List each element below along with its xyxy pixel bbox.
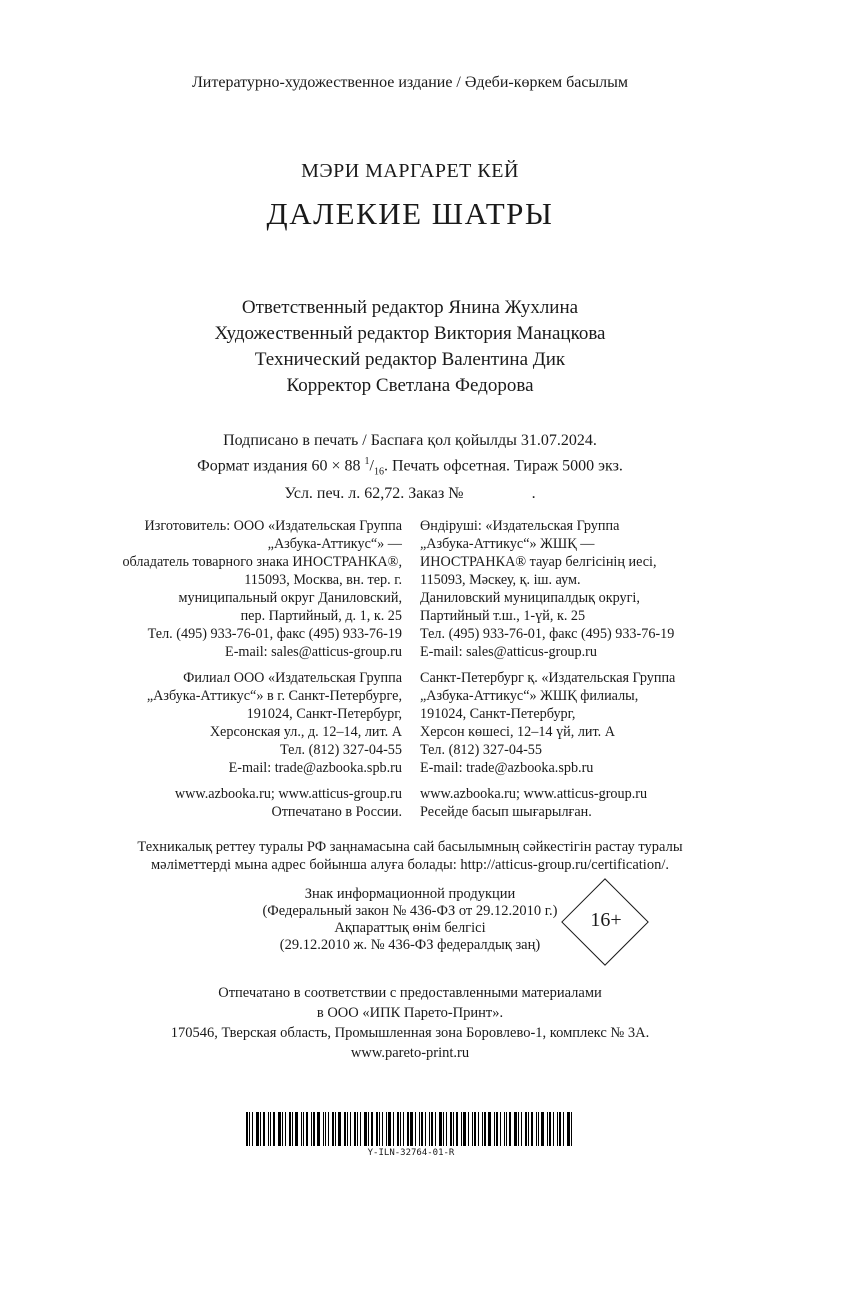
certification-line: мәліметтерді мына адрес бойынша алуға болады: http://atticus-group.ru/certification/. [151,857,669,873]
signed-date: Подписано в печать / Баспаға қол қойылды 31.07.2024. [223,432,597,449]
barcode-bar [547,1112,548,1146]
printed-in-line: Отпечатано в России. [271,804,402,820]
manufacturer-line: пер. Партийный, д. 1, к. 25 [240,608,402,624]
manufacturer-line: обладатель товарного знака ИНОСТРАНКА®, [122,554,402,570]
format-denominator: 16 [373,466,384,478]
barcode-bar [246,1112,248,1146]
barcode-bar [488,1112,491,1146]
barcode-bar [415,1112,416,1146]
barcode-bar [273,1112,275,1146]
barcode-bar [472,1112,473,1146]
branch-line: „Азбука-Аттикус“» в г. Санкт-Петербурге, [146,688,402,704]
barcode-bar [397,1112,399,1146]
barcode-bar [311,1112,312,1146]
info-sign-line: Знак информационной продукции [304,886,516,902]
barcode-bar [482,1112,483,1146]
barcode-bar [500,1112,501,1146]
certification-notice [0,838,820,874]
barcode-bar [484,1112,486,1146]
barcode-bar [388,1112,391,1146]
branch-line: 191024, Санкт-Петербург, [420,706,576,722]
info-sign-line: Ақпараттық өнім белгісі [334,920,486,936]
barcode-bar [364,1112,367,1146]
barcode-bar [474,1112,476,1146]
barcode-bar [410,1112,413,1146]
printer-line: в ООО «ИПК Парето-Принт». [316,1005,504,1021]
manufacturer-line: Өндіруші: «Издательская Группа [420,518,620,534]
barcode-bar [531,1112,533,1146]
barcode-bar [249,1112,250,1146]
barcode-bar [376,1112,378,1146]
barcode-bar [506,1112,507,1146]
barcode-bar [425,1112,426,1146]
web-line: www.azbooka.ru; www.atticus-group.ru [420,786,648,802]
barcode-bar [289,1112,291,1146]
barcode-bar [504,1112,505,1146]
sheets-order: Усл. печ. л. 62,72. Заказ № . [284,484,536,502]
print-info [0,430,820,504]
barcode-text: Y-ILN-32764-01-R [367,1148,455,1158]
publisher-info-russian [122,517,402,821]
branch-line: Херсонская ул., д. 12–14, лит. А [209,724,402,740]
barcode-bar [263,1112,265,1146]
barcode-bar [400,1112,401,1146]
barcode-bar [328,1112,329,1146]
printer-line: 170546, Тверская область, Промышленная зона Боровлево-1, комплекс № 3А. [170,1025,650,1041]
barcode-bar [371,1112,373,1146]
barcode-bar [553,1112,554,1146]
barcode-bar [270,1112,271,1146]
manufacturer-line: Партийный т.ш., 1-үй, к. 25 [420,608,586,624]
barcode-bar [317,1112,320,1146]
info-sign-line: (29.12.2010 ж. № 436-ФЗ федералдық заң) [279,937,541,953]
author-name: МЭРИ МАРГАРЕТ КЕЙ [301,160,519,182]
web-line: www.azbooka.ru; www.atticus-group.ru [174,786,402,802]
branch-line: Санкт-Петербург қ. «Издательская Группа [420,670,676,686]
branch-line: Херсон көшесі, 12–14 үй, лит. А [420,724,616,740]
branch-line: Тел. (812) 327-04-55 [280,742,402,758]
barcode-bar [494,1112,495,1146]
manufacturer-line: Тел. (495) 933-76-01, факс (495) 933-76-19 [147,626,402,642]
barcode-bar [461,1112,462,1146]
barcode-bar [278,1112,281,1146]
staff-line: Технический редактор Валентина Дик [254,349,566,370]
barcode-bar [260,1112,261,1146]
barcode-bar [335,1112,336,1146]
format-prefix: Формат издания 60 × 88 [197,457,365,475]
branch-line: E-mail: trade@azbooka.spb.ru [228,760,402,776]
barcode-bar [303,1112,304,1146]
barcode-bar [306,1112,308,1146]
barcode-bar [325,1112,326,1146]
format-line: Формат издания 60 × 88 $^1/_{16}$. Печать офсетная. Тираж 5000 экз. [197,456,623,478]
barcode-bar [393,1112,394,1146]
barcode-bar [256,1112,259,1146]
manufacturer-line: E-mail: sales@atticus-group.ru [420,644,597,660]
manufacturer-line: Тел. (495) 933-76-01, факс (495) 933-76-19 [420,626,675,642]
barcode-bar [357,1112,358,1146]
barcode-bar [521,1112,522,1146]
barcode-bar [518,1112,519,1146]
format-numerator: 1 [364,456,370,467]
barcode-bar [496,1112,498,1146]
barcode-bar [285,1112,286,1146]
barcode-bar [514,1112,517,1146]
barcode-icon [246,1112,576,1146]
barcode-bar [313,1112,315,1146]
barcode-bar [453,1112,454,1146]
barcode-bar [354,1112,356,1146]
branch-line: Тел. (812) 327-04-55 [420,742,542,758]
barcode-bar [549,1112,551,1146]
manufacturer-line: 115093, Мәскеу, қ. іш. аум. [420,572,581,588]
manufacturer-line: E-mail: sales@atticus-group.ru [225,644,402,660]
barcode-bar [268,1112,269,1146]
barcode-bar [332,1112,334,1146]
barcode-bar [344,1112,346,1146]
barcode-bar [541,1112,544,1146]
barcode-bar [567,1112,570,1146]
barcode-bar [538,1112,539,1146]
barcode-bar [295,1112,298,1146]
genre-line: Литературно-художественное издание / Әдеби-көркем басылым [191,74,629,91]
barcode-bar [429,1112,430,1146]
book-title: ДАЛЕКИЕ ШАТРЫ [266,196,554,231]
barcode-bar [557,1112,558,1146]
barcode-bar [446,1112,447,1146]
staff-line: Ответственный редактор Янина Жухлина [241,297,579,318]
manufacturer-line: ИНОСТРАНКА® тауар белгісінің иесі, [420,554,657,570]
barcode-bar [559,1112,561,1146]
printer-line: Отпечатано в соответствии с предоставленными материалами [218,985,602,1001]
age-rating: 16+ [590,909,622,931]
branch-line: „Азбука-Аттикус“» ЖШҚ филиалы, [420,688,639,704]
barcode-bar [456,1112,458,1146]
certification-line: Техникалық реттеу туралы РФ заңнамасына сай басылымның сәйкестігін растау туралы [137,839,683,855]
barcode-bar [368,1112,369,1146]
barcode-bar [431,1112,433,1146]
barcode-bar [536,1112,537,1146]
barcode-bar [360,1112,361,1146]
barcode-bar [525,1112,527,1146]
manufacturer-line: 115093, Москва, вн. тер. г. [244,572,402,588]
barcode-bar [252,1112,253,1146]
barcode-bar [443,1112,444,1146]
barcode-bar [350,1112,351,1146]
barcode-bar [421,1112,423,1146]
editorial-staff [0,295,820,399]
manufacturer-line: „Азбука-Аттикус“» — [267,536,402,552]
printed-in-line: Ресейде басып шығарылған. [420,804,592,820]
barcode-bar [379,1112,380,1146]
branch-line: 191024, Санкт-Петербург, [246,706,402,722]
barcode-bar [450,1112,452,1146]
barcode-bar [382,1112,383,1146]
barcode-bar [528,1112,529,1146]
barcode-bar [323,1112,324,1146]
manufacturer-line: Даниловский муниципалдық округі, [420,590,640,606]
barcode-bar [463,1112,466,1146]
barcode-bar [403,1112,404,1146]
manufacturer-line: муниципальный округ Даниловский, [178,590,402,606]
barcode-bar [419,1112,420,1146]
staff-line: Художественный редактор Виктория Манацкова [214,323,606,344]
barcode-bar [292,1112,293,1146]
branch-line: Филиал ООО «Издательская Группа [183,670,402,686]
info-product-sign [200,886,620,954]
barcode-bar [407,1112,409,1146]
info-sign-line: (Федеральный закон № 436-ФЗ от 29.12.2010 г.) [262,903,558,919]
barcode-bar [563,1112,564,1146]
barcode-bar [435,1112,436,1146]
format-suffix: . Печать офсетная. Тираж 5000 экз. [383,457,623,475]
barcode-bar [571,1112,572,1146]
barcode-bar [301,1112,302,1146]
publisher-info-kazakh [420,517,675,821]
barcode-bar [338,1112,341,1146]
barcode-bar [347,1112,348,1146]
barcode-bar [282,1112,283,1146]
barcode-bar [439,1112,442,1146]
barcode-bar [386,1112,387,1146]
barcode-bar [468,1112,469,1146]
staff-line: Корректор Светлана Федорова [286,375,534,396]
printer-info [0,983,820,1063]
manufacturer-line: „Азбука-Аттикус“» ЖШҚ — [420,536,595,552]
branch-line: E-mail: trade@azbooka.spb.ru [420,760,594,776]
printer-line: www.pareto-print.ru [350,1045,470,1061]
manufacturer-line: Изготовитель: ООО «Издательская Группа [144,518,402,534]
barcode-bar [509,1112,511,1146]
barcode-bar [478,1112,479,1146]
